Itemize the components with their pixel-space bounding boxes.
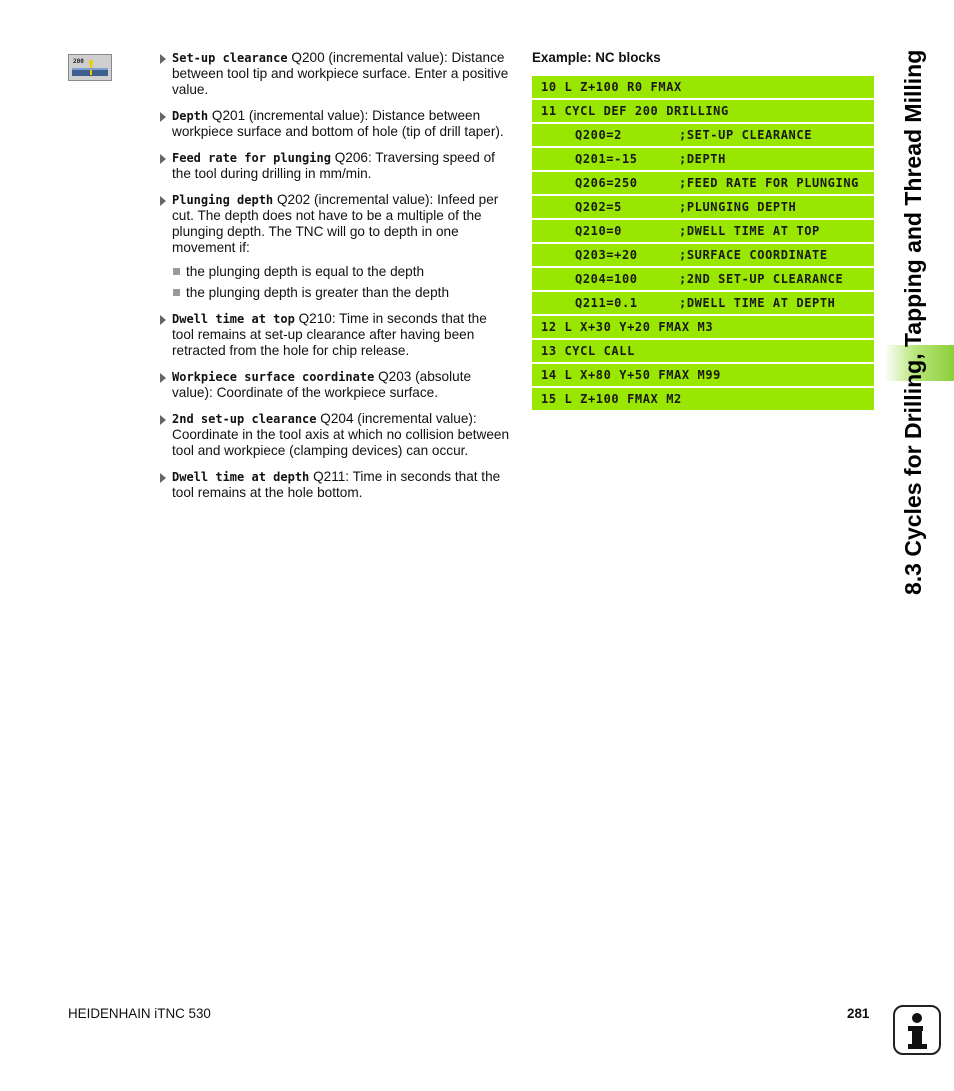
param-name: Feed rate for plunging [172, 151, 331, 165]
arrow-right-icon [160, 154, 166, 164]
param-name: 2nd set-up clearance [172, 412, 317, 426]
nc-block-row: Q206=250 ;FEED RATE FOR PLUNGING [532, 172, 874, 194]
param-name: Workpiece surface coordinate [172, 370, 375, 384]
param-name: Depth [172, 109, 209, 123]
nc-block-row: 13 CYCL CALL [532, 340, 874, 362]
param-description: Q206: Traversing speed of the tool during drilling in mm/min. [172, 150, 495, 181]
arrow-right-icon [160, 415, 166, 425]
param-setup-clearance [158, 50, 510, 98]
param-plunging-depth [158, 192, 510, 256]
param-description: Q201 (incremental value): Distance between workpiece surface and bottom of hole (tip of drill taper). [172, 108, 504, 139]
parameter-list [158, 50, 510, 511]
softkey-label: 200 [73, 58, 84, 65]
chapter-sidebar-title: 8.3 Cycles for Drilling, Tapping and Thread Milling [900, 50, 926, 596]
param-name: Plunging depth [172, 193, 274, 207]
nc-block-row: Q200=2 ;SET-UP CLEARANCE [532, 124, 874, 146]
info-icon [893, 1005, 941, 1055]
arrow-right-icon [160, 373, 166, 383]
arrow-right-icon [160, 196, 166, 206]
square-bullet-icon [173, 268, 180, 275]
page-number: 281 [847, 1006, 870, 1021]
param-dwell-time-depth [158, 469, 510, 501]
param-description: Q202 (incremental value): Infeed per cut. The depth does not have to be a multiple of the plunging depth. The TNC will go to depth in one movement if: [172, 192, 499, 255]
nc-blocks-table [532, 76, 874, 412]
footer-product: HEIDENHAIN iTNC 530 [68, 1006, 211, 1021]
nc-block-row: 10 L Z+100 R0 FMAX [532, 76, 874, 98]
param-description: Q211: Time in seconds that the tool remains at the hole bottom. [172, 469, 501, 500]
param-description: Q204 (incremental value): Coordinate in the tool axis at which no collision between tool and workpiece (clamping devices) can occur. [172, 411, 510, 458]
nc-block-row: Q202=5 ;PLUNGING DEPTH [532, 196, 874, 218]
nc-block-row: Q204=100 ;2ND SET-UP CLEARANCE [532, 268, 874, 290]
arrow-right-icon [160, 54, 166, 64]
param-name: Set-up clearance [172, 51, 288, 65]
param-depth [158, 108, 510, 140]
param-feed-rate [158, 150, 510, 182]
param-name: Dwell time at depth [172, 470, 310, 484]
plunging-conditions [172, 264, 510, 301]
nc-block-row: Q203=+20 ;SURFACE COORDINATE [532, 244, 874, 266]
nc-block-row: 14 L X+80 Y+50 FMAX M99 [532, 364, 874, 386]
param-dwell-time-top [158, 311, 510, 359]
list-item: the plunging depth is equal to the depth [172, 264, 510, 280]
param-description: Q210: Time in seconds that the tool remains at set-up clearance after having been retracted from the hole for chip release. [172, 311, 487, 358]
param-description: Q200 (incremental value): Distance between tool tip and workpiece surface. Enter a positive value. [172, 50, 509, 97]
nc-block-row: Q210=0 ;DWELL TIME AT TOP [532, 220, 874, 242]
nc-block-row: Q211=0.1 ;DWELL TIME AT DEPTH [532, 292, 874, 314]
nc-block-row: 15 L Z+100 FMAX M2 [532, 388, 874, 410]
param-2nd-setup-clearance [158, 411, 510, 459]
nc-block-row: Q201=-15 ;DEPTH [532, 148, 874, 170]
nc-block-row: 12 L X+30 Y+20 FMAX M3 [532, 316, 874, 338]
cycle-200-softkey-image [68, 54, 112, 81]
param-name: Dwell time at top [172, 312, 295, 326]
example-title: Example: NC blocks [532, 50, 661, 65]
arrow-right-icon [160, 473, 166, 483]
param-description: Q203 (absolute value): Coordinate of the workpiece surface. [172, 369, 472, 400]
arrow-right-icon [160, 112, 166, 122]
arrow-right-icon [160, 315, 166, 325]
nc-block-row: 11 CYCL DEF 200 DRILLING [532, 100, 874, 122]
param-surface-coordinate [158, 369, 510, 401]
square-bullet-icon [173, 289, 180, 296]
list-item: the plunging depth is greater than the depth [172, 285, 510, 301]
